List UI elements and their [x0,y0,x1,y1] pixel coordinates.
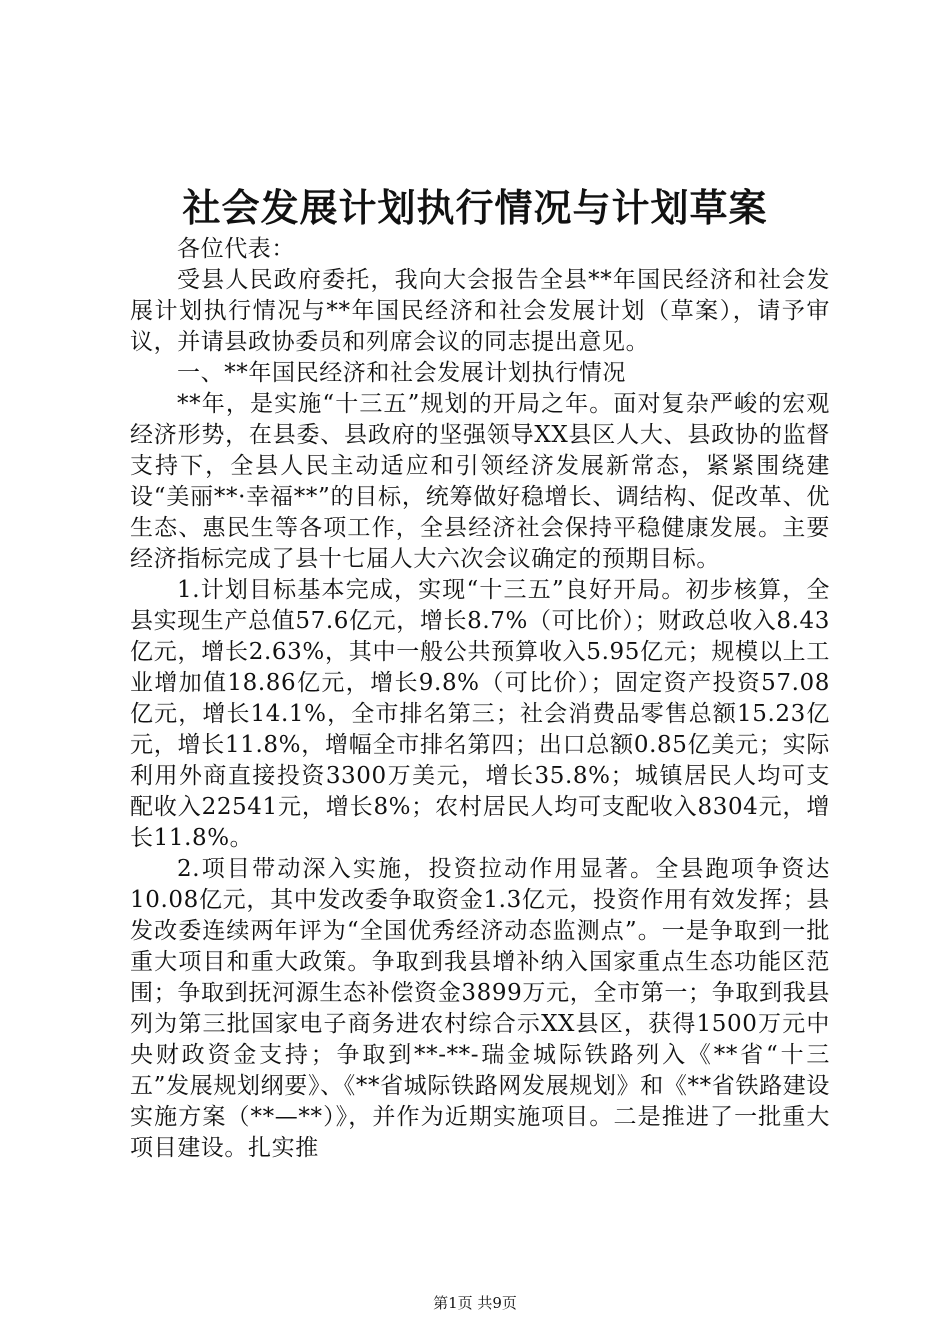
item-1-paragraph: 1.计划目标基本完成，实现“十三五”良好开局。初步核算，全县实现生产总值57.6亿元，增长8.7%（可比价）；财政总收入8.43亿元，增长2.63%，其中一般公共预算收入5.95亿元；规模以上工业增加值18.86亿元，增长9.8%（可比价）；固定资产投资57.08亿元，增长14.1%，全市排名第三；社会消费品零售总额15.23亿元，增长11.8%，增幅全市排名第四；出口总额0.85亿美元；实际利用外商直接投资3300万美元，增长35.8%；城镇居民人均可支配收入22541元，增长8%；农村居民人均可支配收入8304元，增长11.8%。 [130,577,830,851]
intro-paragraph: 受县人民政府委托，我向大会报告全县**年国民经济和社会发展计划执行情况与**年国民经济和社会发展计划（草案），请予审议，并请县政协委员和列席会议的同志提出意见。 [130,267,830,355]
overview-paragraph: **年，是实施“十三五”规划的开局之年。面对复杂严峻的宏观经济形势，在县委、县政府的坚强领导XX县区人大、县政协的监督支持下，全县人民主动适应和引领经济发展新常态，紧紧围绕建设“美丽**·幸福**”的目标，统筹做好稳增长、调结构、促改革、优生态、惠民生等各项工作，全县经济社会保持平稳健康发展。主要经济指标完成了县十七届人大六次会议确定的预期目标。 [130,391,830,572]
salutation: 各位代表： [177,236,295,262]
section-heading-1: 一、**年国民经济和社会发展计划执行情况 [177,360,626,386]
item-2-paragraph: 2.项目带动深入实施，投资拉动作用显著。全县跑项争资达10.08亿元，其中发改委争取资金1.3亿元，投资作用有效发挥；县发改委连续两年评为“全国优秀经济动态监测点”。一是争取到一批重大项目和重大政策。争取到我县增补纳入国家重点生态功能区范围；争取到抚河源生态补偿资金3899万元，全市第一；争取到我县列为第三批国家电子商务进农村综合示XX县区，获得1500万元中央财政资金支持；争取到**-**-瑞金城际铁路列入《**省“十三五”发展规划纲要》、《**省城际铁路网发展规划》和《**省铁路建设实施方案（**—**）》，并作为近期实施项目。二是推进了一批重大项目建设。扎实推 [130,856,830,1161]
document-body [130,234,830,1164]
document-title: 社会发展计划执行情况与计划草案 [182,185,768,230]
page-footer: 第1页 共9页 [433,1294,517,1312]
